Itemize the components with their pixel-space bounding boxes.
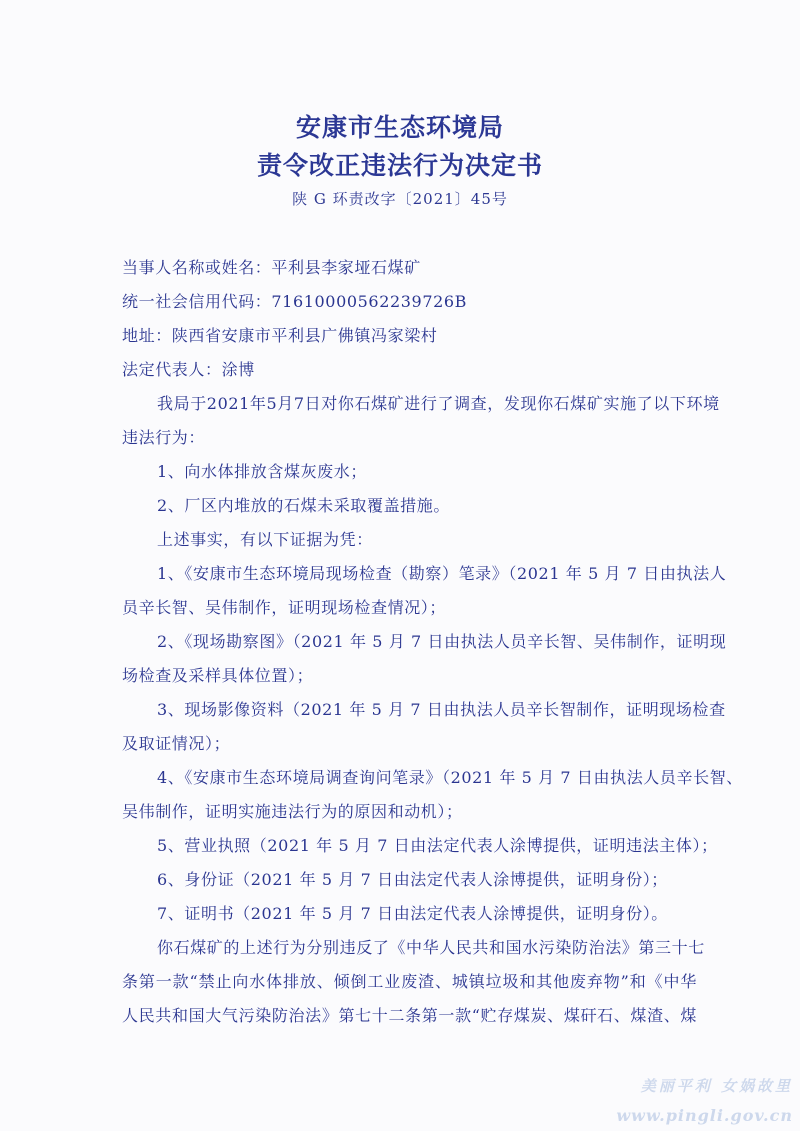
law-paragraph-line: 人民共和国大气污染防治法》第七十二条第一款“贮存煤炭、煤矸石、煤渣、煤 — [122, 1006, 697, 1025]
evidence-item: 3、现场影像资料（2021 年 5 月 7 日由执法人员辛长智制作，证明现场检查 — [157, 700, 726, 719]
evidence-item: 6、身份证（2021 年 5 月 7 日由法定代表人涂博提供，证明身份）； — [157, 870, 668, 889]
evidence-item: 及取证情况）； — [122, 734, 231, 753]
doc-title: 责令改正违法行为决定书 — [256, 151, 543, 180]
law-paragraph-line: 条第一款“禁止向水体排放、倾倒工业废渣、城镇垃圾和其他废弃物”和《中华 — [122, 972, 697, 991]
intro-paragraph-line: 我局于2021年5月7日对你石煤矿进行了调查，发现你石煤矿实施了以下环境 — [157, 394, 720, 413]
watermark-url: www.pingli.gov.cn — [616, 1106, 793, 1125]
evidence-item: 员辛长智、吴伟制作，证明现场检查情况）； — [122, 598, 447, 617]
party-name: 当事人名称或姓名：平利县李家垭石煤矿 — [122, 258, 421, 277]
evidence-item: 2、《现场勘察图》（2021 年 5 月 7 日由执法人员辛长智、吴伟制作，证明现 — [157, 632, 727, 651]
intro-paragraph-line: 违法行为： — [122, 428, 206, 447]
violation-item: 1、向水体排放含煤灰废水； — [157, 462, 367, 481]
evidence-item: 场检查及采样具体位置）； — [122, 666, 314, 685]
evidence-intro: 上述事实，有以下证据为凭： — [157, 530, 373, 549]
evidence-item: 1、《安康市生态环境局现场检查（勘察）笔录》（2021 年 5 月 7 日由执法人 — [157, 564, 727, 583]
evidence-item: 5、营业执照（2021 年 5 月 7 日由法定代表人涂博提供，证明违法主体）； — [157, 836, 718, 855]
law-paragraph-line: 你石煤矿的上述行为分别违反了《中华人民共和国水污染防治法》第三十七 — [157, 938, 705, 957]
watermark-slogan: 美丽平利 女娲故里 — [640, 1077, 793, 1095]
doc-number: 陕 G 环责改字〔2021〕45号 — [292, 190, 508, 208]
legal-representative: 法定代表人：涂博 — [122, 360, 255, 379]
evidence-item: 吴伟制作，证明实施违法行为的原因和动机）； — [122, 802, 463, 821]
site-watermark — [598, 1075, 793, 1125]
doc-title-agency: 安康市生态环境局 — [295, 113, 504, 142]
violation-item: 2、厂区内堆放的石煤未采取覆盖措施。 — [157, 496, 450, 515]
evidence-item: 4、《安康市生态环境局调查询问笔录》（2021 年 5 月 7 日由执法人员辛长智、 — [157, 768, 743, 787]
address: 地址：陕西省安康市平利县广佛镇冯家梁村 — [122, 326, 438, 345]
evidence-item: 7、证明书（2021 年 5 月 7 日由法定代表人涂博提供，证明身份）。 — [157, 904, 668, 923]
credit-code: 统一社会信用代码：71610000562239726B — [122, 292, 468, 311]
